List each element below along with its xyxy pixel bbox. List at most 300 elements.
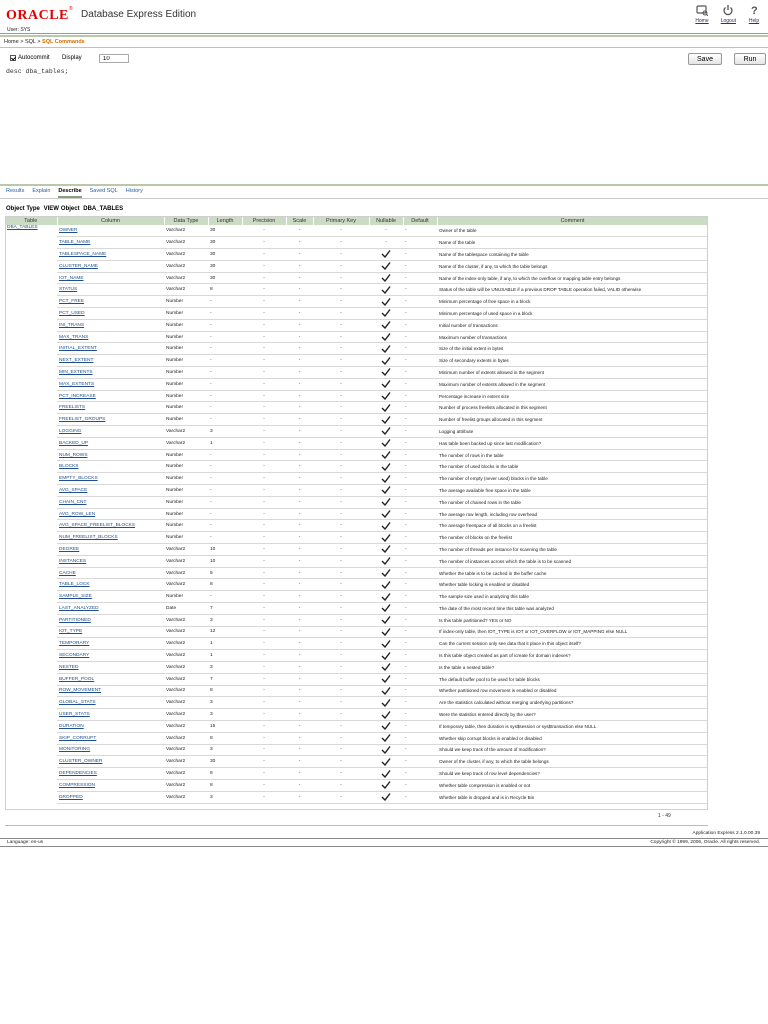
- column-name-link[interactable]: EMPTY_BLOCKS: [59, 476, 98, 482]
- scale-cell: -: [286, 343, 313, 355]
- precision-cell: -: [242, 449, 286, 461]
- run-button[interactable]: Run: [734, 53, 766, 65]
- data-type-cell: Varchar2: [164, 744, 208, 756]
- comment-cell: The number of chained rows in the table: [437, 496, 708, 508]
- nullable-check-icon: [369, 296, 403, 308]
- help-link[interactable]: [748, 4, 760, 24]
- column-name-cell[interactable]: [57, 225, 164, 237]
- table-name-cell-empty: [5, 614, 57, 626]
- tab-saved-sql[interactable]: Saved SQL: [89, 188, 118, 194]
- length-cell: 3: [208, 661, 242, 673]
- column-name-link[interactable]: COMPRESSION: [59, 782, 95, 788]
- result-tabs: [6, 188, 143, 198]
- column-header: Nullable: [369, 216, 403, 225]
- logout-link[interactable]: [721, 4, 736, 24]
- data-type-cell: Number: [164, 355, 208, 367]
- scale-cell: -: [286, 355, 313, 367]
- table-row: [5, 709, 708, 721]
- column-name-link[interactable]: SKIP_CORRUPT: [59, 735, 97, 741]
- precision-cell: -: [242, 720, 286, 732]
- nullable-check-icon: [369, 308, 403, 320]
- default-cell: -: [403, 520, 437, 532]
- column-name-cell[interactable]: [57, 496, 164, 508]
- tab-results[interactable]: Results: [6, 188, 25, 194]
- default-cell: -: [403, 532, 437, 544]
- comment-cell: Logging attribute: [437, 426, 708, 438]
- data-type-cell: Number: [164, 367, 208, 379]
- table-name-cell-empty: [5, 603, 57, 615]
- column-name-link[interactable]: DEPENDENCIES: [59, 771, 97, 777]
- comment-cell: Number of process freelists allocated in this segment: [437, 402, 708, 414]
- column-name-cell[interactable]: [57, 319, 164, 331]
- column-name-link[interactable]: BACKED_UP: [59, 440, 89, 446]
- column-name-link[interactable]: MONITORING: [59, 747, 91, 753]
- table-row: [5, 744, 708, 756]
- column-name-cell[interactable]: [57, 661, 164, 673]
- data-type-cell: Date: [164, 603, 208, 615]
- table-name-cell-empty: [5, 485, 57, 497]
- column-name-link[interactable]: DURATION: [59, 723, 84, 729]
- comment-cell: Whether table is dropped and is in Recycle Bin: [437, 791, 708, 803]
- scale-cell: -: [286, 709, 313, 721]
- precision-cell: -: [242, 544, 286, 556]
- column-name-link[interactable]: DEGREE: [59, 546, 80, 552]
- column-name-link[interactable]: CHAIN_CNT: [59, 499, 87, 505]
- default-cell: -: [403, 367, 437, 379]
- table-name-cell-empty: [5, 367, 57, 379]
- default-cell: -: [403, 378, 437, 390]
- table-header-row: [5, 216, 708, 225]
- primary-key-cell: -: [313, 485, 369, 497]
- table-name-cell-empty: [5, 355, 57, 367]
- table-name-cell-empty: [5, 720, 57, 732]
- precision-cell: -: [242, 555, 286, 567]
- default-cell: -: [403, 485, 437, 497]
- table-name-cell-empty: [5, 697, 57, 709]
- autocommit-checkbox[interactable]: [10, 55, 16, 61]
- nullable-check-icon: [369, 461, 403, 473]
- column-name-link[interactable]: AVG_SPACE: [59, 487, 88, 493]
- column-name-link[interactable]: PCT_FREE: [59, 299, 85, 305]
- length-cell: 30: [208, 272, 242, 284]
- tab-describe[interactable]: Describe: [58, 188, 81, 198]
- column-name-cell[interactable]: [57, 720, 164, 732]
- column-name-link[interactable]: LOGGING: [59, 428, 82, 434]
- table-name-cell-empty: [5, 272, 57, 284]
- data-type-cell: Varchar2: [164, 544, 208, 556]
- primary-key-cell: -: [313, 272, 369, 284]
- column-name-cell[interactable]: [57, 378, 164, 390]
- column-name-link[interactable]: NUM_ROWS: [59, 452, 88, 458]
- table-name-cell-empty: [5, 260, 57, 272]
- column-name-link[interactable]: SECONDARY: [59, 653, 90, 659]
- scale-cell: -: [286, 532, 313, 544]
- column-name-link[interactable]: MIN_EXTENTS: [59, 369, 93, 375]
- column-name-link[interactable]: CLUSTER_OWNER: [59, 759, 103, 765]
- autocommit-toggle[interactable]: [10, 55, 50, 61]
- primary-key-cell: -: [313, 520, 369, 532]
- column-name-cell[interactable]: [57, 402, 164, 414]
- home-link[interactable]: [695, 4, 708, 24]
- default-cell: -: [403, 744, 437, 756]
- language: Language: en-us: [7, 840, 44, 845]
- column-name-link[interactable]: DROPPED: [59, 794, 83, 800]
- column-name-cell[interactable]: [57, 343, 164, 355]
- column-name-link[interactable]: STATUS: [59, 287, 78, 293]
- object-value: DBA_TABLES: [83, 206, 124, 212]
- column-name-cell[interactable]: [57, 603, 164, 615]
- default-cell: -: [403, 284, 437, 296]
- svg-text:?: ?: [751, 5, 758, 16]
- column-name-link[interactable]: NESTED: [59, 664, 79, 670]
- scale-cell: -: [286, 720, 313, 732]
- comment-cell: Number of freelist groups allocated in this segment: [437, 414, 708, 426]
- precision-cell: -: [242, 355, 286, 367]
- column-name-cell[interactable]: [57, 449, 164, 461]
- default-cell: -: [403, 414, 437, 426]
- data-type-cell: Varchar2: [164, 661, 208, 673]
- length-cell: -: [208, 367, 242, 379]
- data-type-cell: Varchar2: [164, 225, 208, 237]
- scale-cell: -: [286, 284, 313, 296]
- column-name-cell[interactable]: [57, 426, 164, 438]
- column-name-link[interactable]: OWNER: [59, 228, 78, 234]
- table-name-cell-empty: [5, 473, 57, 485]
- primary-key-cell: -: [313, 437, 369, 449]
- nullable-cell: -: [369, 237, 403, 249]
- data-type-cell: Number: [164, 343, 208, 355]
- column-name-cell[interactable]: [57, 355, 164, 367]
- precision-cell: -: [242, 520, 286, 532]
- comment-cell: The number of blocks on the freelist: [437, 532, 708, 544]
- nullable-check-icon: [369, 579, 403, 591]
- column-name-cell[interactable]: [57, 614, 164, 626]
- column-name-link[interactable]: TABLE_NAME: [59, 240, 91, 246]
- column-name-cell[interactable]: [57, 591, 164, 603]
- column-name-link[interactable]: MAX_EXTENTS: [59, 381, 95, 387]
- precision-cell: -: [242, 260, 286, 272]
- scale-cell: -: [286, 567, 313, 579]
- comment-cell: Minimum number of extents allowed in the segment: [437, 367, 708, 379]
- table-row: [5, 520, 708, 532]
- table-row: [5, 308, 708, 320]
- length-cell: -: [208, 390, 242, 402]
- table-name-cell-empty: [5, 638, 57, 650]
- table-name-cell-empty: [5, 496, 57, 508]
- column-name-cell[interactable]: [57, 284, 164, 296]
- precision-cell: -: [242, 567, 286, 579]
- object-type-label: Object Type: [6, 206, 40, 212]
- table-name-cell-empty: [5, 673, 57, 685]
- column-header: Data Type: [164, 216, 208, 225]
- table-name-cell-empty: [5, 402, 57, 414]
- scale-cell: -: [286, 579, 313, 591]
- column-name-cell[interactable]: [57, 296, 164, 308]
- column-name-cell[interactable]: [57, 697, 164, 709]
- sql-editor[interactable]: desc dba_tables;: [6, 68, 69, 75]
- table-name-cell-empty: [5, 378, 57, 390]
- column-name-link[interactable]: MAX_TRANS: [59, 334, 89, 340]
- data-type-cell: Varchar2: [164, 720, 208, 732]
- precision-cell: -: [242, 237, 286, 249]
- column-name-cell[interactable]: [57, 779, 164, 791]
- comment-cell: Size of the initial extent in bytes: [437, 343, 708, 355]
- column-name-link[interactable]: PARTITIONED: [59, 617, 91, 623]
- precision-cell: -: [242, 791, 286, 803]
- comment-cell: Size of secondary extents in bytes: [437, 355, 708, 367]
- default-cell: -: [403, 272, 437, 284]
- nullable-check-icon: [369, 319, 403, 331]
- table-row: [5, 437, 708, 449]
- nullable-check-icon: [369, 567, 403, 579]
- column-name-cell[interactable]: [57, 237, 164, 249]
- table-name-cell-empty: [5, 744, 57, 756]
- column-name-cell[interactable]: [57, 308, 164, 320]
- column-name-cell[interactable]: [57, 638, 164, 650]
- comment-cell: Were the statistics entered directly by the user?: [437, 709, 708, 721]
- column-name-link[interactable]: TEMPORARY: [59, 641, 90, 647]
- comment-cell: Owner of the cluster, if any, to which the table belongs: [437, 756, 708, 768]
- data-type-cell: Varchar2: [164, 284, 208, 296]
- length-cell: -: [208, 414, 242, 426]
- precision-cell: -: [242, 402, 286, 414]
- object-label: Object: [60, 206, 80, 212]
- scale-cell: -: [286, 555, 313, 567]
- length-cell: 8: [208, 284, 242, 296]
- column-name-cell[interactable]: [57, 331, 164, 343]
- length-cell: 1: [208, 650, 242, 662]
- breadcrumb-home[interactable]: Home: [4, 39, 19, 45]
- column-name-cell[interactable]: [57, 791, 164, 803]
- column-name-link[interactable]: IOT_TYPE: [59, 629, 83, 635]
- table-row: [5, 343, 708, 355]
- nullable-check-icon: [369, 626, 403, 638]
- column-name-cell[interactable]: [57, 532, 164, 544]
- column-name-cell[interactable]: [57, 673, 164, 685]
- precision-cell: -: [242, 697, 286, 709]
- nullable-check-icon: [369, 673, 403, 685]
- data-type-cell: Varchar2: [164, 709, 208, 721]
- column-name-cell[interactable]: [57, 685, 164, 697]
- breadcrumb-sql[interactable]: SQL: [24, 39, 36, 45]
- precision-cell: -: [242, 638, 286, 650]
- column-name-cell[interactable]: [57, 390, 164, 402]
- column-name-link[interactable]: FREELIST_GROUPS: [59, 417, 106, 423]
- column-name-cell[interactable]: [57, 485, 164, 497]
- editor-divider: [0, 184, 768, 186]
- data-type-cell: Number: [164, 390, 208, 402]
- current-user: User: SYS: [7, 27, 31, 33]
- length-cell: -: [208, 520, 242, 532]
- column-name-cell[interactable]: [57, 626, 164, 638]
- nullable-check-icon: [369, 426, 403, 438]
- precision-cell: -: [242, 709, 286, 721]
- column-name-cell[interactable]: [57, 756, 164, 768]
- nullable-check-icon: [369, 473, 403, 485]
- column-name-link[interactable]: BUFFER_POOL: [59, 676, 95, 682]
- column-name-cell[interactable]: [57, 260, 164, 272]
- column-name-link[interactable]: USER_STATS: [59, 712, 90, 718]
- nullable-check-icon: [369, 414, 403, 426]
- comment-cell: Whether table locking is enabled or disabled: [437, 579, 708, 591]
- table-row: [5, 697, 708, 709]
- column-name-link[interactable]: CLUSTER_NAME: [59, 263, 98, 269]
- precision-cell: -: [242, 343, 286, 355]
- length-cell: -: [208, 343, 242, 355]
- precision-cell: -: [242, 308, 286, 320]
- column-name-link[interactable]: NEXT_EXTENT: [59, 358, 94, 364]
- scale-cell: -: [286, 638, 313, 650]
- length-cell: 15: [208, 720, 242, 732]
- comment-cell: Should we keep track of the amount of modification?: [437, 744, 708, 756]
- length-cell: 10: [208, 544, 242, 556]
- column-name-cell[interactable]: [57, 579, 164, 591]
- primary-key-cell: -: [313, 473, 369, 485]
- primary-key-cell: -: [313, 449, 369, 461]
- table-row: [5, 485, 708, 497]
- default-cell: -: [403, 756, 437, 768]
- precision-cell: -: [242, 414, 286, 426]
- table-name-cell-empty: [5, 555, 57, 567]
- column-name-cell[interactable]: [57, 414, 164, 426]
- column-name-cell[interactable]: [57, 650, 164, 662]
- column-name-link[interactable]: TABLESPACE_NAME: [59, 251, 107, 257]
- precision-cell: -: [242, 591, 286, 603]
- primary-key-cell: -: [313, 779, 369, 791]
- column-name-link[interactable]: IOT_NAME: [59, 275, 84, 281]
- scale-cell: -: [286, 378, 313, 390]
- column-name-cell[interactable]: [57, 437, 164, 449]
- column-name-link[interactable]: AVG_ROW_LEN: [59, 511, 96, 517]
- column-name-link[interactable]: GLOBAL_STATS: [59, 700, 96, 706]
- default-cell: -: [403, 260, 437, 272]
- primary-key-cell: -: [313, 591, 369, 603]
- column-name-link[interactable]: BLOCKS: [59, 464, 79, 470]
- column-name-cell[interactable]: [57, 768, 164, 780]
- column-name-link[interactable]: PCT_INCREASE: [59, 393, 96, 399]
- primary-key-cell: -: [313, 508, 369, 520]
- table-row: [5, 461, 708, 473]
- precision-cell: -: [242, 390, 286, 402]
- column-name-cell[interactable]: [57, 508, 164, 520]
- data-type-cell: Number: [164, 461, 208, 473]
- table-row: [5, 779, 708, 791]
- column-name-link[interactable]: LAST_ANALYZED: [59, 605, 99, 611]
- logo-product: Database Express Edition: [81, 9, 197, 20]
- comment-cell: Is this table object created as part of icreate for domain indexes?: [437, 650, 708, 662]
- comment-cell: Name of the cluster, if any, to which the table belongs: [437, 260, 708, 272]
- primary-key-cell: -: [313, 308, 369, 320]
- column-name-cell[interactable]: [57, 732, 164, 744]
- table-row: [5, 791, 708, 803]
- default-cell: -: [403, 591, 437, 603]
- default-cell: -: [403, 296, 437, 308]
- column-name-link[interactable]: CACHE: [59, 570, 76, 576]
- column-name-cell[interactable]: [57, 461, 164, 473]
- primary-key-cell: -: [313, 709, 369, 721]
- footer-divider: [5, 825, 708, 826]
- display-rows-input[interactable]: [99, 54, 129, 63]
- column-name-cell[interactable]: [57, 709, 164, 721]
- data-type-cell: Varchar2: [164, 237, 208, 249]
- column-name-link[interactable]: FREELISTS: [59, 405, 86, 411]
- home-icon: [696, 4, 708, 16]
- nullable-check-icon: [369, 768, 403, 780]
- table-row: [5, 756, 708, 768]
- primary-key-cell: -: [313, 319, 369, 331]
- table-row: [5, 720, 708, 732]
- tab-explain[interactable]: Explain: [32, 188, 51, 194]
- data-type-cell: Varchar2: [164, 426, 208, 438]
- column-name-cell[interactable]: [57, 544, 164, 556]
- default-cell: -: [403, 461, 437, 473]
- scale-cell: -: [286, 779, 313, 791]
- table-row: [5, 638, 708, 650]
- column-name-link[interactable]: INI_TRANS: [59, 322, 85, 328]
- column-name-cell[interactable]: [57, 567, 164, 579]
- scale-cell: -: [286, 272, 313, 284]
- scale-cell: -: [286, 308, 313, 320]
- column-name-cell[interactable]: [57, 520, 164, 532]
- column-name-link[interactable]: AVG_SPACE_FREELIST_BLOCKS: [59, 523, 136, 529]
- precision-cell: -: [242, 461, 286, 473]
- column-name-cell[interactable]: [57, 367, 164, 379]
- column-name-link[interactable]: INSTANCES: [59, 558, 87, 564]
- scale-cell: -: [286, 426, 313, 438]
- primary-key-cell: -: [313, 756, 369, 768]
- length-cell: -: [208, 308, 242, 320]
- table-name-cell-empty: [5, 779, 57, 791]
- data-type-cell: Number: [164, 308, 208, 320]
- column-name-link[interactable]: NUM_FREELIST_BLOCKS: [59, 535, 118, 541]
- data-type-cell: Number: [164, 449, 208, 461]
- column-name-link[interactable]: TABLE_LOCK: [59, 582, 90, 588]
- table-name-cell-empty: [5, 237, 57, 249]
- scale-cell: -: [286, 367, 313, 379]
- column-name-link[interactable]: SAMPLE_SIZE: [59, 594, 92, 600]
- nullable-check-icon: [369, 555, 403, 567]
- primary-key-cell: -: [313, 237, 369, 249]
- column-name-cell[interactable]: [57, 249, 164, 261]
- tab-history[interactable]: History: [125, 188, 143, 194]
- save-button[interactable]: Save: [688, 53, 722, 65]
- column-name-cell[interactable]: [57, 473, 164, 485]
- length-cell: 30: [208, 225, 242, 237]
- default-cell: -: [403, 449, 437, 461]
- length-cell: 8: [208, 685, 242, 697]
- column-name-cell[interactable]: [57, 272, 164, 284]
- default-cell: -: [403, 720, 437, 732]
- table-name-cell-empty: [5, 249, 57, 261]
- column-name-cell[interactable]: [57, 744, 164, 756]
- comment-cell: The average available free space in the table: [437, 485, 708, 497]
- column-name-link[interactable]: INITIAL_EXTENT: [59, 346, 97, 352]
- default-cell: -: [403, 426, 437, 438]
- data-type-cell: Number: [164, 496, 208, 508]
- precision-cell: -: [242, 496, 286, 508]
- primary-key-cell: -: [313, 461, 369, 473]
- scale-cell: -: [286, 449, 313, 461]
- precision-cell: -: [242, 650, 286, 662]
- default-cell: -: [403, 355, 437, 367]
- comment-cell: The average freespace of all blocks on a freelist: [437, 520, 708, 532]
- data-type-cell: Number: [164, 319, 208, 331]
- column-name-link[interactable]: PCT_USED: [59, 310, 85, 316]
- primary-key-cell: -: [313, 661, 369, 673]
- column-name-cell[interactable]: [57, 555, 164, 567]
- column-name-link[interactable]: ROW_MOVEMENT: [59, 688, 102, 694]
- precision-cell: -: [242, 296, 286, 308]
